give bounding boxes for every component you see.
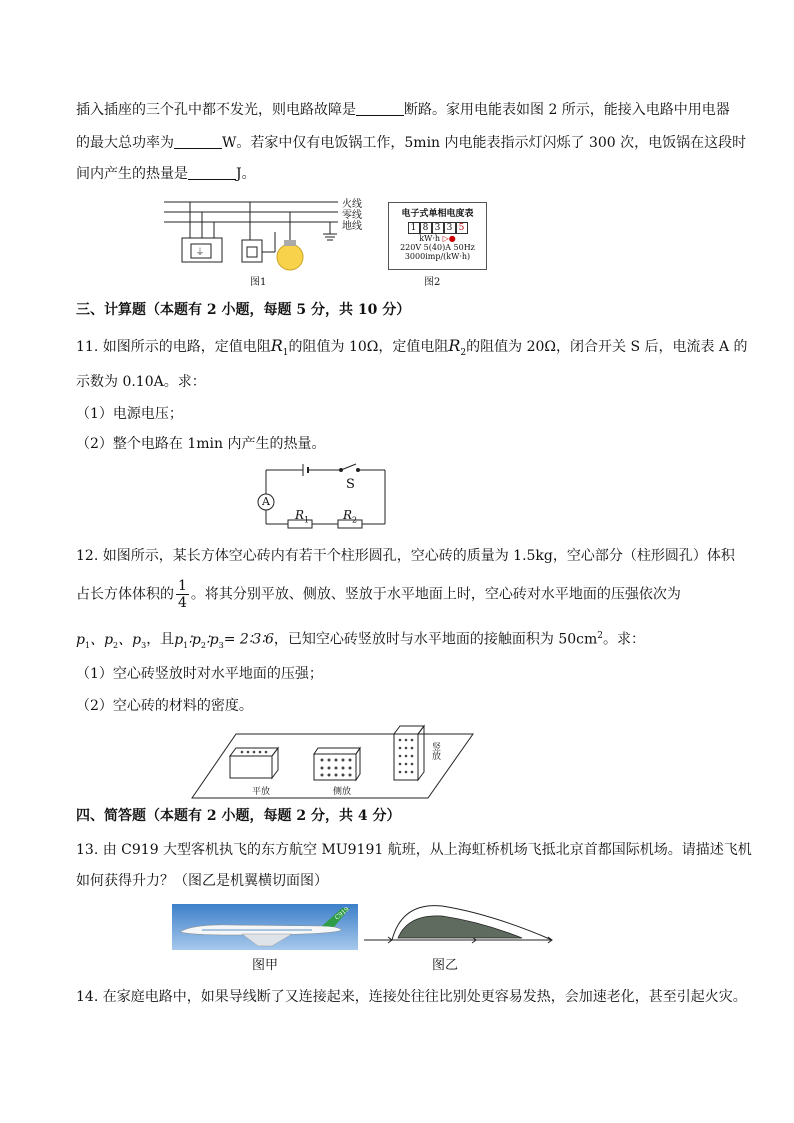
text: 插入插座的三个孔中都不发光，则电路故障是 [76,102,356,118]
answer-blank-2[interactable] [174,134,222,149]
meter-digit: 5 [456,222,468,234]
socket-icon: ⏚ [195,248,205,258]
section-4-heading: 四、简答题（本题有 2 小题，每题 2 分，共 4 分） [76,808,401,824]
figure-1-caption: 图1 [250,277,267,288]
switch-label: S [346,477,355,492]
q12-part-2: （2）空心砖的材料的密度。 [76,698,253,714]
text: 。将其分别平放、侧放、竖放于水平地面上时，空心砖对水平地面的压强依次为 [190,586,681,603]
figure-jia-caption: 图甲 [252,958,279,973]
meter-spec-2: 3000imp/(kW·h) [404,252,471,261]
meter-digits [389,222,486,234]
text: ，且 [146,631,175,648]
section-3-heading: 三、计算题（本题有 2 小题，每题 5 分，共 10 分） [76,302,411,318]
r1-label: $R_1$ [295,508,310,525]
ammeter-label: A [262,495,270,508]
text: W。若家中仅有电饭锅工作，5min 内电能表指示灯闪烁了 300 次，电饭锅在这段时 [222,135,747,151]
q13-line-2: 如何获得升力？（图乙是机翼横切面图） [76,873,328,889]
text: 占长方体体积的 [76,586,174,603]
q12-line-1: 12. 如图所示，某长方体空心砖内有若干个柱形圆孔，空心砖的质量为 1.5kg，空心部分（柱形圆孔）体积 [76,548,735,564]
text: 11. 如图所示的电路，定值电阻 [76,339,271,355]
r2-label: $R_2$ [343,508,358,525]
meter-unit-row [389,234,486,243]
label-zero-wire: 零线 [342,210,362,221]
text: J。 [236,166,256,182]
answer-blank-1[interactable] [356,101,404,116]
meter-title: 电子式单相电度表 [401,209,474,219]
q10-line-3 [76,164,256,184]
resistor-symbol: $R_1$ [270,336,289,359]
label-flat: 平放 [252,787,271,797]
meter-digit: 3 [432,222,444,234]
q12-line-3: $p_1$、$p_2$、$p_3$，且$p_1∶p_2∶p_3=$ 2∶3∶6，已知空心砖竖放时与水平地面的接触面积为 $50cm^2$。求： [76,631,646,650]
text: ，已知空心砖竖放时与水平地面的接触面积为 50cm [273,631,598,648]
figure-jia-airplane [172,904,358,950]
text: 间内产生的热量是 [76,166,188,182]
meter-unit: kW·h [419,234,441,243]
figure-2-caption: 图2 [424,277,441,288]
figure-yi-wing-section [362,900,558,952]
q10-line-2 [76,133,746,153]
resistor-symbol: $R_2$ [448,336,467,359]
text: 。求： [603,631,646,648]
q12-line-2 [76,578,681,611]
figure-2-meter [388,202,487,270]
fraction-one-quarter: $\frac{1}{4}$ [178,578,187,611]
label-stand: 竖放 [430,742,440,760]
q11-part-2: （2）整个电路在 1min 内产生的热量。 [76,436,326,452]
ratio-value: = 2∶3∶6 [223,631,274,648]
q11-part-1: （1）电源电压； [76,406,183,422]
pressure-ratio-symbols: $p_1∶p_2∶p_3$ [174,631,224,650]
meter-digit: 3 [444,222,456,234]
q14-line-1: 14. 在家庭电路中，如果导线断了又连接起来，连接处往往比别处更容易发热，会加速老化，甚至引起火灾。 [76,989,747,1005]
answer-blank-3[interactable] [188,165,236,180]
q11-line-2: 示数为 0.10A。求： [76,374,206,390]
label-ground-wire: 地线 [342,221,362,232]
label-fire-wire: 火线 [342,199,362,210]
q11-line-1 [76,336,748,363]
label-side: 侧放 [333,787,352,797]
meter-digit: 1 [408,222,420,234]
q13-line-1: 13. 由 C919 大型客机执飞的东方航空 MU9191 航班，从上海虹桥机场飞抵北京首都国际机场。请描述飞机 [76,842,752,858]
text: 的阻值为 20Ω，闭合开关 S 后，电流表 A 的 [466,339,748,355]
indicator-light-icon: ▷● [442,234,456,243]
text: 断路。家用电能表如图 2 所示，能接入电路中用电器 [404,102,730,118]
pressure-symbols: $p_1$、$p_2$、$p_3$ [76,631,147,650]
text: 的最大总功率为 [76,135,174,151]
text: 的阻值为 10Ω，定值电阻 [288,339,449,355]
plane-mark: C919 [333,905,351,922]
q10-line-1 [76,100,730,120]
q12-part-1: （1）空心砖竖放时对水平地面的压强； [76,666,323,682]
meter-digit: 8 [420,222,432,234]
meter-spec-1: 220V 5(40)A 50Hz [400,243,475,252]
figure-yi-caption: 图乙 [432,958,459,973]
